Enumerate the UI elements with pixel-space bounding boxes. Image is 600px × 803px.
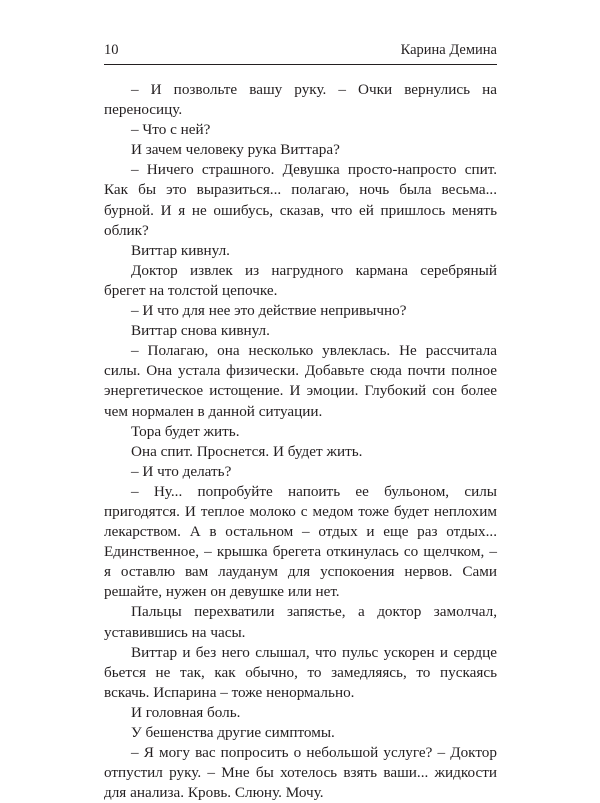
body-text — [104, 80, 497, 803]
paragraph: Виттар и без него слышал, что пульс ускорен и сердце бьется не так, как обычно, то замедляясь, то пускаясь вскачь. Испарина – тоже ненормально. — [104, 643, 497, 701]
paragraph: – Ну... попробуйте напоить ее бульоном, силы пригодятся. И теплое молоко с медом тоже будет неплохим лекарством. А в остальном – отдых и еще раз отдых... Единственное, – крышка брегета откинулась со щелчком, – я оставлю вам лауданум для успокоения нервов. Сами решайте, нужен он девушке или нет. — [104, 482, 497, 601]
paragraph: Доктор извлек из нагрудного кармана серебряный брегет на толстой цепочке. — [104, 261, 497, 299]
paragraph: – Что с ней? — [131, 121, 211, 139]
paragraph: – Ничего страшного. Девушка просто-напросто спит. Как бы это выразиться... полагаю, ночь была весьма... бурной. И я не ошибусь, сказав, что ей пришлось менять облик? — [104, 161, 497, 239]
paragraph: – И что для нее это действие непривычно? — [131, 302, 407, 320]
paragraph: Она спит. Проснется. И будет жить. — [131, 442, 363, 460]
author-name: Карина Демина — [400, 42, 497, 58]
page-number: 10 — [104, 42, 119, 58]
paragraph: – И позвольте вашу руку. – Очки вернулись на переносицу. — [104, 81, 497, 119]
paragraph: – Полагаю, она несколько увлеклась. Не рассчитала силы. Она устала физически. Добавьте сюда почти полное энергетическое истощение. И эмоции. Глубокий сон более чем нормален в данной ситуации. — [104, 342, 497, 420]
running-header — [104, 42, 497, 65]
paragraph: Пальцы перехватили запястье, а доктор замолчал, уставившись на часы. — [104, 603, 497, 641]
paragraph: – И что делать? — [131, 462, 232, 480]
paragraph: Тора будет жить. — [131, 422, 240, 440]
paragraph: И головная боль. — [131, 703, 241, 721]
paragraph: И зачем человеку рука Виттара? — [131, 141, 340, 159]
paragraph: – Я могу вас попросить о небольшой услуге? – Доктор отпустил руку. – Мне бы хотелось взять ваши... жидкости для анализа. Кровь. Слюну. Мочу. — [104, 744, 497, 802]
paragraph: Виттар снова кивнул. — [131, 322, 270, 340]
paragraph: У бешенства другие симптомы. — [131, 724, 335, 741]
paragraph: Виттар кивнул. — [131, 241, 230, 259]
